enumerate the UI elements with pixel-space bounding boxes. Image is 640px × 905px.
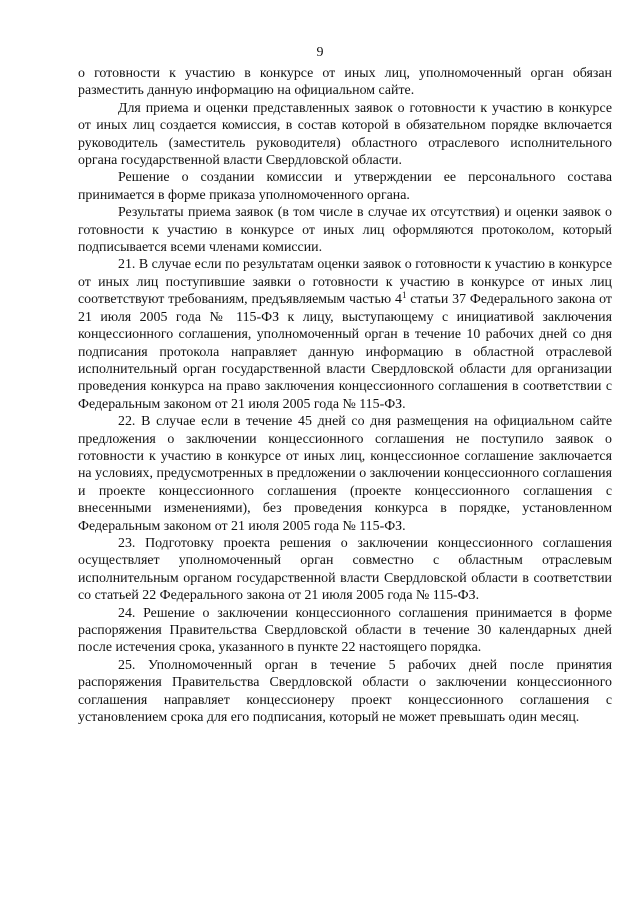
paragraph-item-21	[78, 256, 612, 413]
paragraph-item-24: 24. Решение о заключении концессионного соглашения принимается в форме распоряжения Правительства Свердловской области в течение 30 календарных дней после истечения срока, указанного в пункте 22 настоящего порядка.	[78, 605, 612, 656]
paragraph-results-protocol: Результаты приема заявок (в том числе в случае их отсутствия) и оценки заявок о готовности к участию в конкурсе от иных лиц оформляются протоколом, который подписывается всеми членами комиссии.	[78, 205, 612, 256]
paragraph-item-23: 23. Подготовку проекта решения о заключении концессионного соглашения осуществляет уполномоченный орган совместно с областным отраслевым исполнительным органом государственной власти Свердловской области в соответствии со статьей 22 Федерального закона от 21 июля 2005 года № 115-ФЗ.	[78, 535, 612, 604]
item-21-text-end: статьи 37 Федерального закона от 21 июля 2005 года № 115-ФЗ к лицу, выступающему с инициативой заключения концессионного соглашения, уполномоченный орган в течение 10 рабочих дней со дня подписания протокола направляет данную информацию в областной отраслевой исполнительный орган государственной власти Свердловской области для организации проведения конкурса на право заключения концессионного соглашения в соответствии с Федеральным законом от 21 июля 2005 года № 115-ФЗ.	[78, 292, 612, 412]
paragraph-commission: Для приема и оценки представленных заявок о готовности к участию в конкурсе от иных лиц создается комиссия, в состав которой в обязательном порядке включается руководитель (заместитель руководителя) областного отраслевого исполнительного органа государственной власти Свердловской области.	[78, 100, 612, 169]
item-21-superscript: 1	[401, 290, 407, 301]
item-21-text-start: 21. В случае если по результатам оценки заявок о готовности к участию в конкурсе от иных лиц поступившие заявки о готовности к участию в конкурсе от иных лиц соответствуют требованиям, предъявляемым частью 4	[78, 257, 612, 308]
paragraph-commission-order: Решение о создании комиссии и утверждении ее персонального состава принимается в форме приказа уполномоченного органа.	[78, 170, 612, 203]
paragraph-item-22: 22. В случае если в течение 45 дней со дня размещения на официальном сайте предложения о заключении концессионного соглашения не поступило заявок о готовности к участию в конкурсе от иных лиц, концессионное соглашение заключается на условиях, предусмотренных в предложении о заключении концессионного соглашения и проекте концессионного соглашения (проекте концессионного соглашения с внесенными изменениями), без проведения конкурса в порядке, установленном Федеральным законом от 21 июля 2005 года № 115-ФЗ.	[78, 414, 612, 534]
paragraph-item-25: 25. Уполномоченный орган в течение 5 рабочих дней после принятия распоряжения Правительства Свердловской области о заключении концессионного соглашения направляет концессионеру проект концессионного соглашения с установлением срока для его подписания, который не может превышать один месяц.	[78, 657, 612, 726]
paragraph-continuation: о готовности к участию в конкурсе от иных лиц, уполномоченный орган обязан разместить данную информацию на официальном сайте.	[78, 66, 612, 99]
page-number: 9	[316, 45, 324, 60]
document-body	[78, 65, 612, 726]
